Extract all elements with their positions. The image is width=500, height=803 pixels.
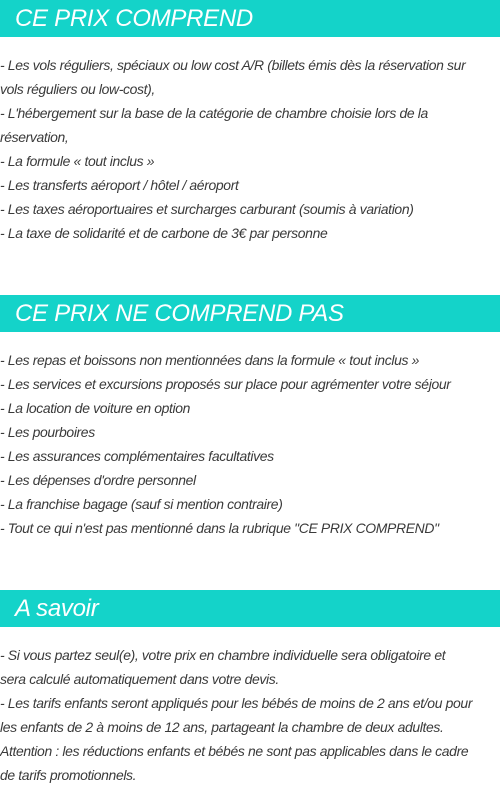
list-item: - La franchise bagage (sauf si mention contraire)	[0, 496, 283, 512]
list-item: - Les transferts aéroport / hôtel / aéroport	[0, 177, 239, 193]
list-item: - Si vous partez seul(e), votre prix en chambre individuelle sera obligatoire et	[0, 647, 446, 663]
section-title: CE PRIX NE COMPREND PAS	[15, 299, 344, 327]
list-item: - La formule « tout inclus »	[0, 153, 155, 169]
list-item: - La location de voiture en option	[0, 400, 191, 416]
list-item: sera calculé automatiquement dans votre devis.	[0, 671, 279, 687]
section-title: A savoir	[15, 594, 99, 622]
list-item: les enfants de 2 à moins de 12 ans, partageant la chambre de deux adultes.	[0, 719, 444, 735]
list-item: - Les services et excursions proposés sur place pour agrémenter votre séjour	[0, 376, 451, 392]
list-item: Attention : les réductions enfants et bébés ne sont pas applicables dans le cadre	[0, 743, 469, 759]
list-item: - Les vols réguliers, spéciaux ou low cost A/R (billets émis dès la réservation sur	[0, 57, 466, 73]
list-item: - Les taxes aéroportuaires et surcharges carburant (soumis à variation)	[0, 201, 414, 217]
list-item: vols réguliers ou low-cost),	[0, 81, 155, 97]
list-item: de tarifs promotionnels.	[0, 767, 137, 783]
list-item: - Les pourboires	[0, 424, 95, 440]
section-body-not-included	[0, 348, 500, 540]
list-item: réservation,	[0, 129, 69, 145]
section-body-included	[0, 53, 500, 245]
list-item: - La taxe de solidarité et de carbone de 3€ par personne	[0, 225, 328, 241]
section-header-a-savoir	[0, 590, 500, 627]
section-header-included	[0, 0, 500, 37]
list-item: - Tout ce qui n'est pas mentionné dans la rubrique "CE PRIX COMPREND"	[0, 520, 439, 536]
list-item: - Les assurances complémentaires facultatives	[0, 448, 274, 464]
section-title: CE PRIX COMPREND	[15, 4, 253, 32]
list-item: - L'hébergement sur la base de la catégorie de chambre choisie lors de la	[0, 105, 428, 121]
section-body-a-savoir	[0, 643, 500, 787]
list-item: - Les repas et boissons non mentionnées dans la formule « tout inclus »	[0, 352, 420, 368]
section-header-not-included	[0, 295, 500, 332]
list-item: - Les tarifs enfants seront appliqués pour les bébés de moins de 2 ans et/ou pour	[0, 695, 473, 711]
list-item: - Les dépenses d'ordre personnel	[0, 472, 196, 488]
